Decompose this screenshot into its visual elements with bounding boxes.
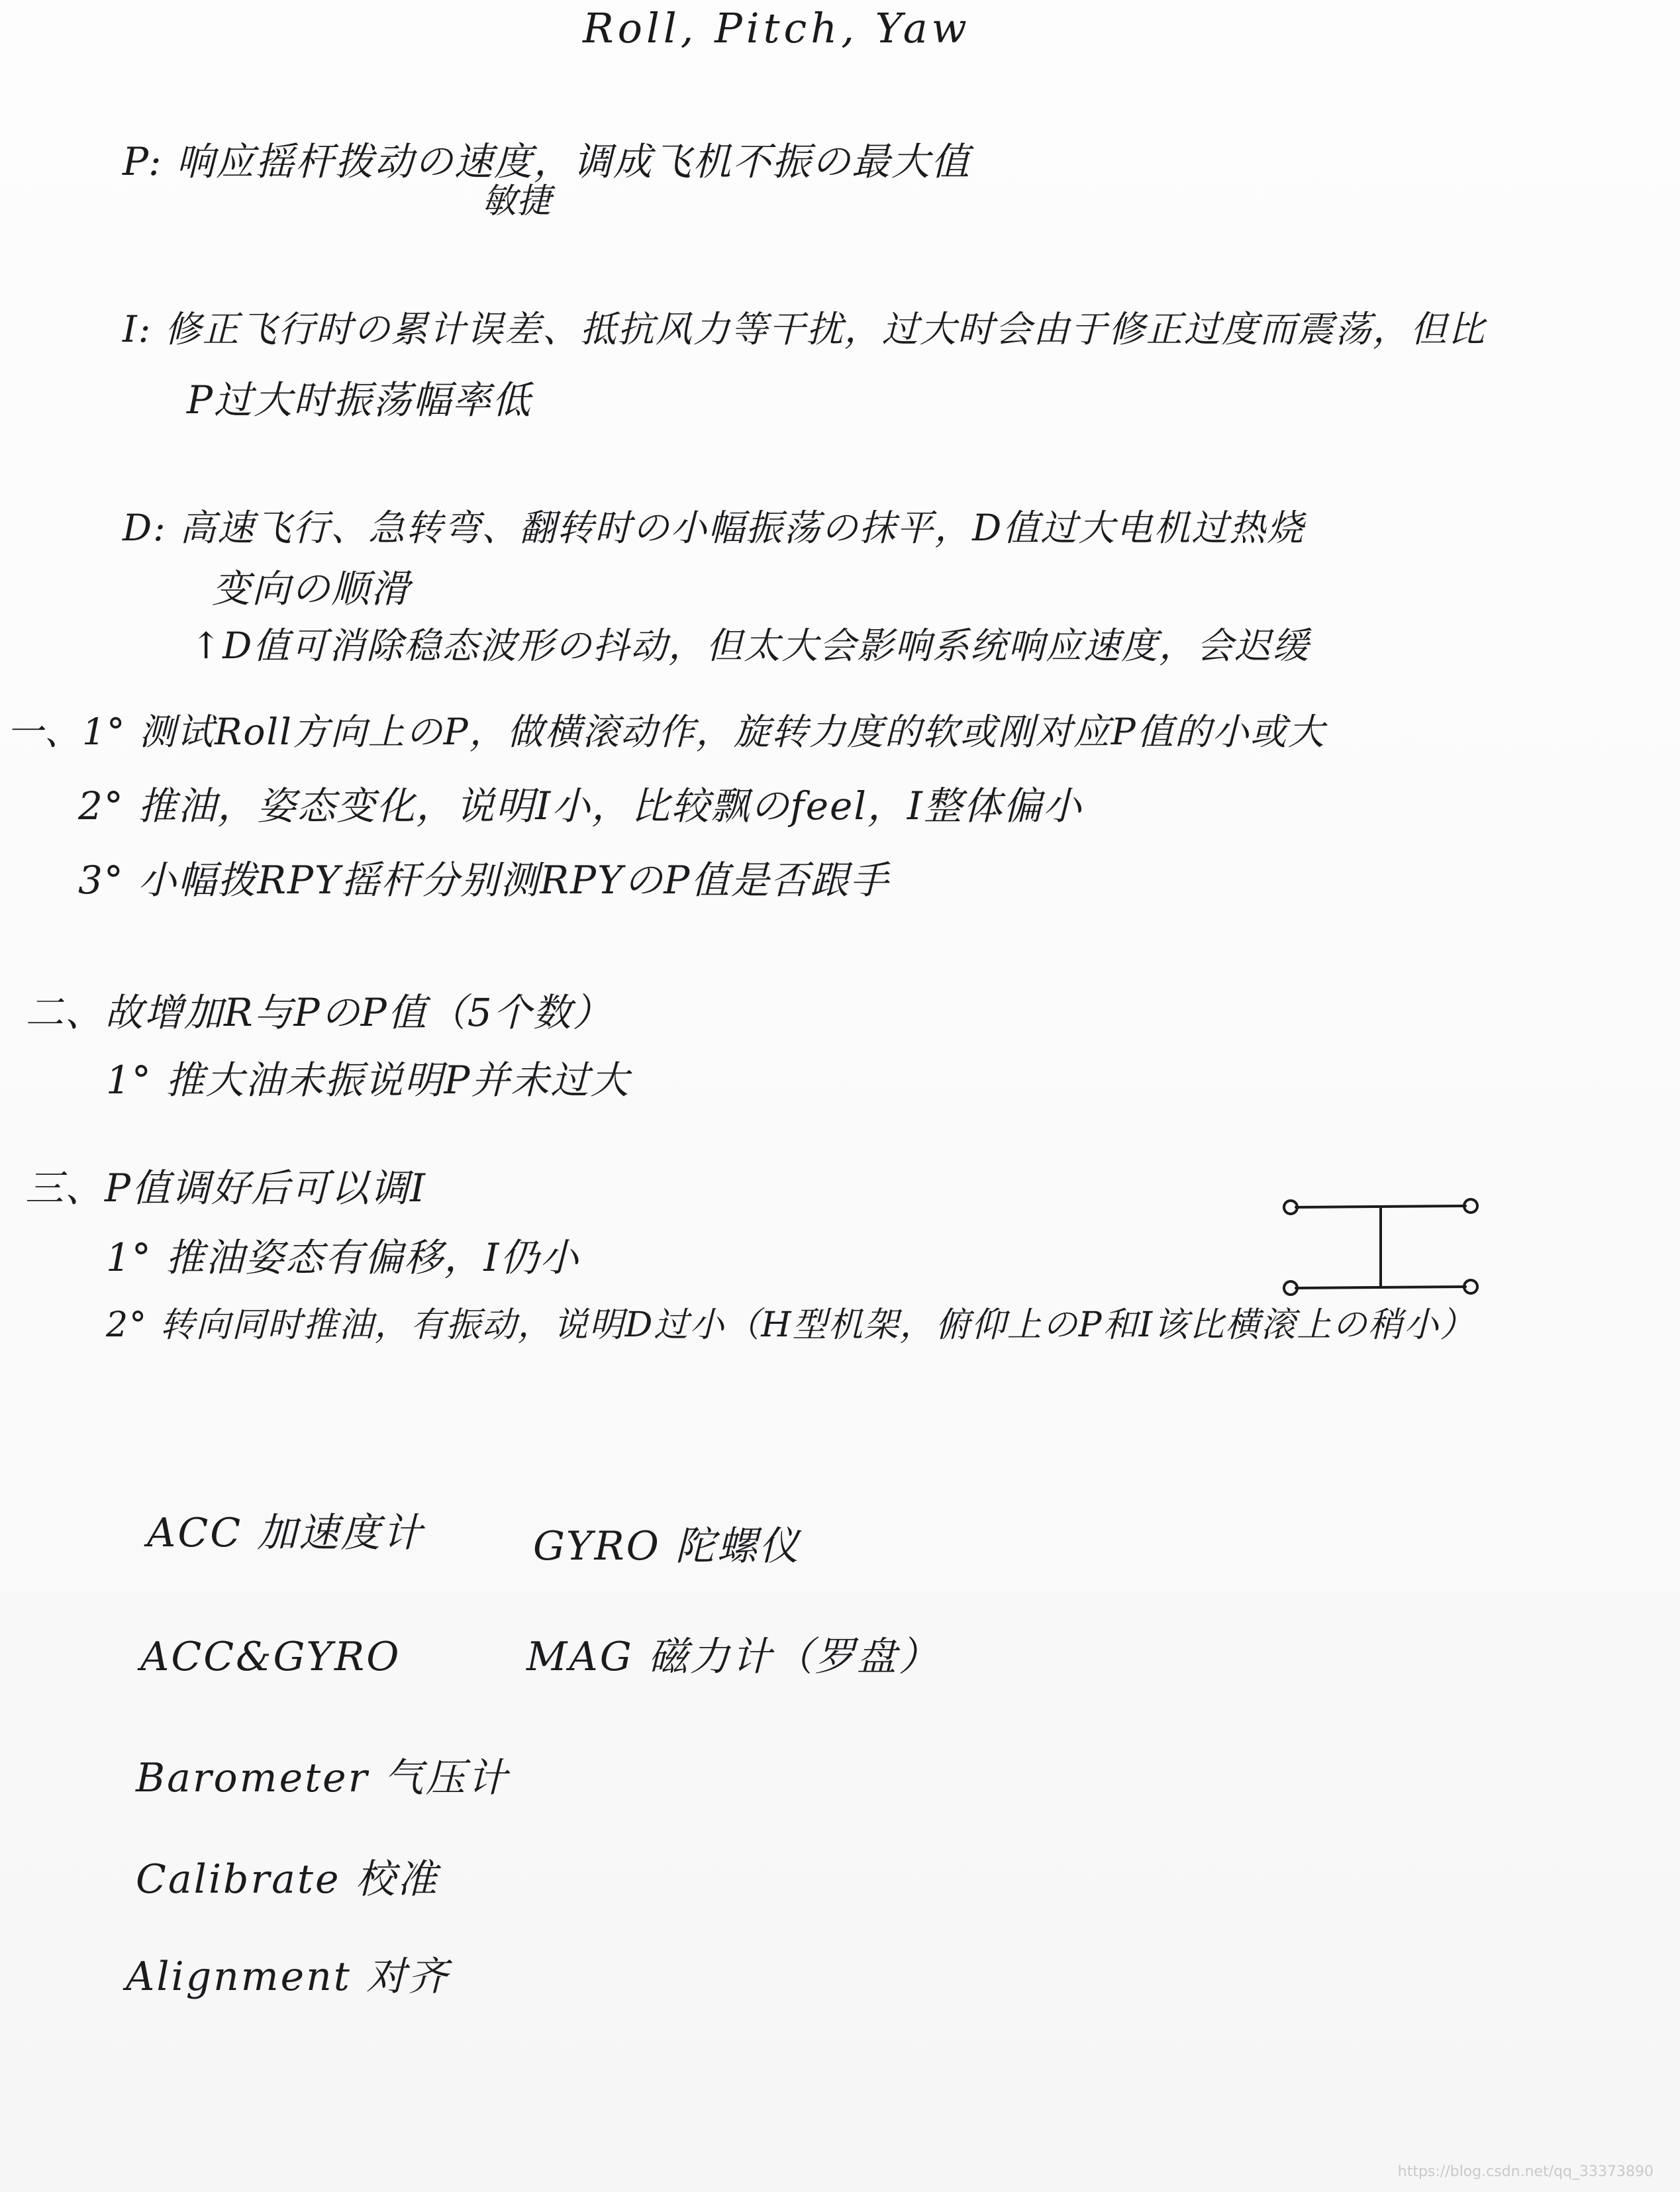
p-note: 敏捷 [482, 181, 552, 221]
term-barometer: Barometer 气压计 [136, 1755, 509, 1801]
term-gyro: GYRO 陀螺仪 [533, 1523, 801, 1569]
step2-heading: 二、故增加R与PのP值（5个数） [25, 990, 613, 1035]
h-frame-sketch [1281, 1189, 1480, 1308]
step3-item1: 1° 推油姿态有偏移，I仍小 [106, 1235, 580, 1280]
p-definition: P: 响应摇杆拨动の速度，调成飞机不振の最大值 [123, 139, 971, 184]
watermark: https://blog.csdn.net/qq_33373890 [1397, 2164, 1654, 2180]
term-mag: MAG 磁力计（罗盘） [526, 1634, 940, 1680]
step3-heading: 三、P值调好后可以调I [25, 1166, 426, 1211]
term-alignment: Alignment 对齐 [126, 1954, 450, 2000]
step2-item1: 1° 推大油未振说明P并未过大 [106, 1058, 630, 1103]
i-definition-line1: I: 修正飞行时の累计误差、抵抗风力等干扰，过大时会由于修正过度而震荡，但比 [123, 308, 1486, 350]
d-definition-line3: ↑D值可消除稳态波形の抖动，但太大会影响系统响应速度，会迟缓 [191, 624, 1310, 667]
h-frame-top-arm [1296, 1206, 1465, 1207]
d-definition-line2: 变向の顺滑 [212, 566, 411, 611]
d-definition-line1: D: 高速飞行、急转弯、翻转时の小幅振荡の抹平，D值过大电机过热烧 [123, 507, 1305, 549]
step1-item2: 2° 推油，姿态变化，说明I小，比较飘のfeel，I整体偏小 [78, 783, 1083, 828]
page-title: Roll, Pitch, Yaw [583, 4, 971, 52]
h-frame-bottom-arm [1296, 1287, 1465, 1288]
i-definition-line2: P过大时振荡幅率低 [187, 377, 532, 423]
step1-heading: 一、1° 测试Roll方向上のP，做横滚动作，旋转力度的软或刚对应P值的小或大 [7, 711, 1326, 753]
term-calibrate: Calibrate 校准 [136, 1856, 439, 1903]
step3-item2: 2° 转向同时推油，有振动，说明D过小（H型机架，俯仰上のP和I该比横滚上の稍小） [106, 1305, 1476, 1345]
term-acc-gyro: ACC&GYRO [140, 1634, 401, 1680]
term-acc: ACC 加速度计 [147, 1510, 424, 1556]
step1-item3: 3° 小幅拨RPY摇杆分别测RPYのP值是否跟手 [78, 858, 890, 903]
